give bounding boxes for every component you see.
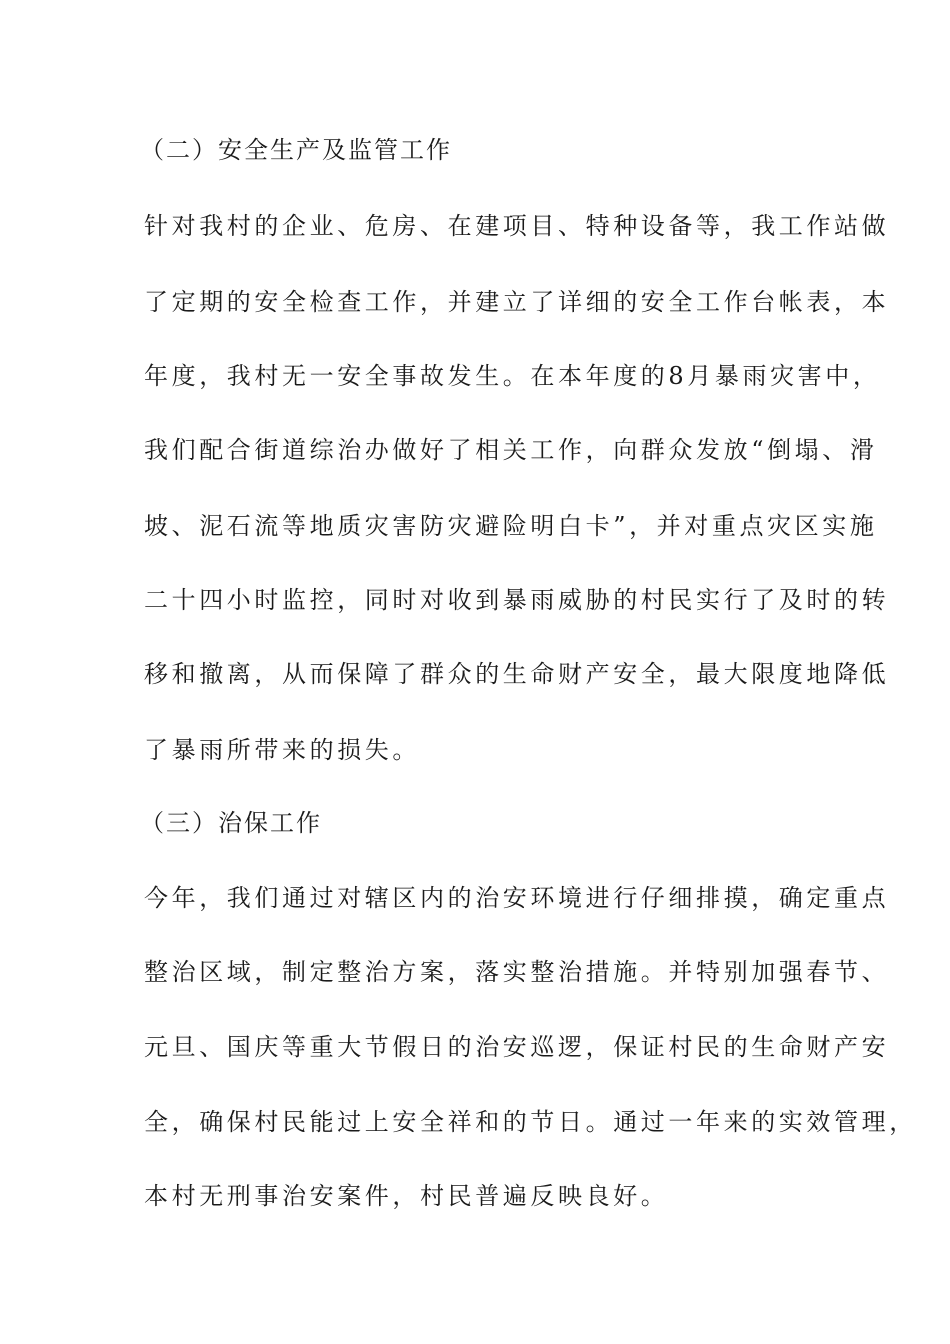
section-heading-3: （三）治保工作 xyxy=(140,809,322,837)
paragraph-line: 全，确保村民能过上安全祥和的节日。通过一年来的实效管理， xyxy=(144,1108,917,1136)
section-heading-2: （二）安全生产及监管工作 xyxy=(140,136,452,164)
paragraph-line: 本村无刑事治安案件，村民普遍反映良好。 xyxy=(144,1182,669,1210)
paragraph-line: 年度，我村无一安全事故发生。在本年度的8月暴雨灾害中， xyxy=(144,362,881,390)
paragraph-line: 整治区域，制定整治方案，落实整治措施。并特别加强春节、 xyxy=(144,958,890,986)
paragraph-line: 坡、泥石流等地质灾害防灾避险明白卡”，并对重点灾区实施 xyxy=(144,512,878,540)
paragraph-line: 元旦、国庆等重大节假日的治安巡逻，保证村民的生命财产安 xyxy=(144,1033,890,1061)
paragraph-line: 二十四小时监控，同时对收到暴雨威胁的村民实行了及时的转 xyxy=(144,586,890,614)
paragraph-line: 移和撤离，从而保障了群众的生命财产安全，最大限度地降低 xyxy=(144,660,890,688)
paragraph-line: 针对我村的企业、危房、在建项目、特种设备等，我工作站做 xyxy=(144,212,890,240)
paragraph-line: 今年，我们通过对辖区内的治安环境进行仔细排摸，确定重点 xyxy=(144,884,890,912)
paragraph-line: 了定期的安全检查工作，并建立了详细的安全工作台帐表，本 xyxy=(144,288,890,316)
paragraph-line: 了暴雨所带来的损失。 xyxy=(144,736,420,764)
paragraph-line: 我们配合街道综治办做好了相关工作，向群众发放“倒塌、滑 xyxy=(144,436,878,464)
